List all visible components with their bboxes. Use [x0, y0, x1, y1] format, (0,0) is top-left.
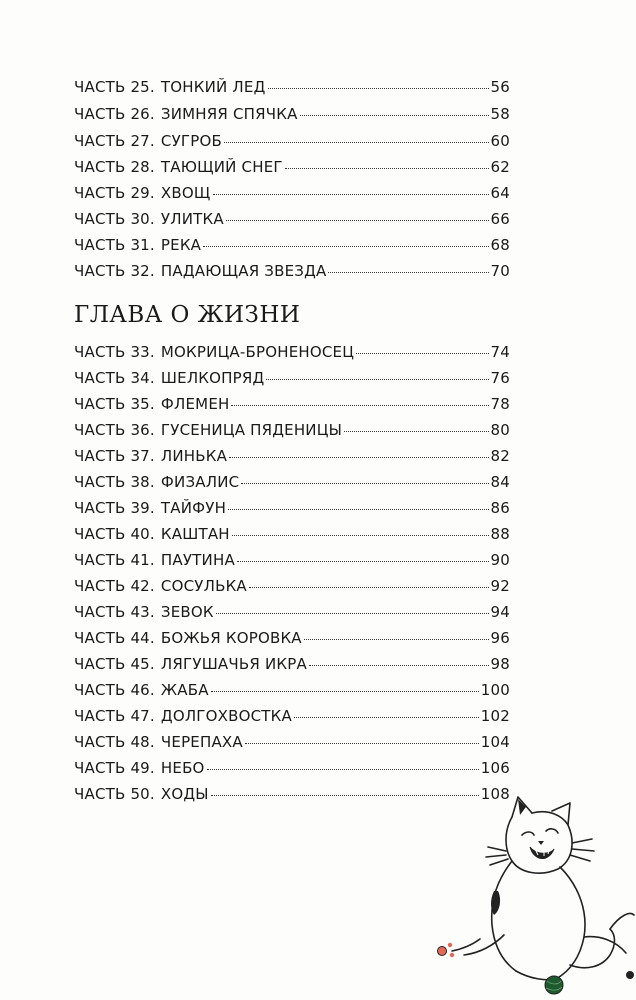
toc-entry[interactable] [74, 447, 510, 469]
dot-leader [300, 114, 489, 116]
entry-title: ДОЛГОХВОСТКА [160, 707, 292, 725]
dot-leader [328, 271, 488, 273]
dot-leader [228, 508, 488, 510]
entry-title: ШЕЛКОПРЯД [160, 369, 265, 387]
toc-entry[interactable] [74, 655, 510, 677]
yawning-cat-icon [420, 795, 636, 1000]
entry-title: ТАЮЩИЙ СНЕГ [160, 158, 283, 176]
entry-title: МОКРИЦА-БРОНЕНОСЕЦ [160, 343, 355, 361]
dot-leader [226, 219, 489, 221]
dot-leader [268, 87, 489, 89]
entry-number: ЧАСТЬ 41. [74, 551, 155, 569]
entry-page: 100 [480, 681, 510, 699]
entry-number: ЧАСТЬ 48. [74, 733, 155, 751]
entry-title: ХВОЩ [160, 184, 211, 202]
dot-leader [249, 586, 489, 588]
entry-number: ЧАСТЬ 25. [74, 78, 155, 96]
dot-leader [231, 404, 488, 406]
entry-number: ЧАСТЬ 38. [74, 473, 155, 491]
entry-title: ЛИНЬКА [160, 447, 228, 465]
dot-leader [213, 193, 489, 195]
toc-entry[interactable] [74, 421, 510, 443]
entry-title: ПАУТИНА [160, 551, 235, 569]
entry-number: ЧАСТЬ 47. [74, 707, 155, 725]
entry-title: УЛИТКА [160, 210, 224, 228]
dot-leader [241, 482, 488, 484]
entry-title: СОСУЛЬКА [160, 577, 247, 595]
entry-page: 64 [490, 184, 510, 202]
entry-number: ЧАСТЬ 29. [74, 184, 155, 202]
entry-title: РЕКА [160, 236, 202, 254]
toc-entry[interactable] [74, 681, 510, 703]
entry-title: ТАЙФУН [160, 499, 227, 517]
entry-page: 86 [490, 499, 510, 517]
entry-page: 98 [490, 655, 510, 673]
dot-leader [229, 456, 488, 458]
entry-page: 80 [490, 421, 510, 439]
entry-page: 84 [490, 473, 510, 491]
entry-page: 78 [490, 395, 510, 413]
entry-number: ЧАСТЬ 49. [74, 759, 155, 777]
entry-page: 66 [490, 210, 510, 228]
dot-leader [216, 612, 489, 614]
toc-entry[interactable] [74, 629, 510, 651]
entry-page: 88 [490, 525, 510, 543]
dot-leader [232, 534, 489, 536]
toc-entry[interactable] [74, 210, 510, 232]
entry-page: 102 [480, 707, 510, 725]
toc-entry[interactable] [74, 499, 510, 521]
entry-page: 60 [490, 132, 510, 150]
entry-number: ЧАСТЬ 27. [74, 132, 155, 150]
dot-leader [224, 141, 488, 143]
toc-entry[interactable] [74, 603, 510, 625]
toc-entry[interactable] [74, 759, 510, 781]
chapter-heading: ГЛАВА О ЖИЗНИ [74, 302, 301, 328]
entry-title: ЧЕРЕПАХА [160, 733, 243, 751]
toc-entry[interactable] [74, 343, 510, 365]
entry-page: 94 [490, 603, 510, 621]
dot-leader [207, 768, 479, 770]
entry-title: ФЛЕМЕН [160, 395, 230, 413]
entry-number: ЧАСТЬ 31. [74, 236, 155, 254]
toc-entry[interactable] [74, 577, 510, 599]
entry-number: ЧАСТЬ 30. [74, 210, 155, 228]
dot-leader [237, 560, 489, 562]
dot-leader [203, 245, 488, 247]
entry-number: ЧАСТЬ 32. [74, 262, 155, 280]
entry-title: БОЖЬЯ КОРОВКА [160, 629, 302, 647]
entry-title: ЛЯГУШАЧЬЯ ИКРА [160, 655, 307, 673]
entry-title: СУГРОБ [160, 132, 223, 150]
entry-number: ЧАСТЬ 43. [74, 603, 155, 621]
entry-number: ЧАСТЬ 33. [74, 343, 155, 361]
dot-leader [356, 352, 488, 354]
entry-page: 90 [490, 551, 510, 569]
entry-number: ЧАСТЬ 45. [74, 655, 155, 673]
entry-number: ЧАСТЬ 35. [74, 395, 155, 413]
toc-entry[interactable] [74, 525, 510, 547]
entry-page: 106 [480, 759, 510, 777]
toc-entry[interactable] [74, 473, 510, 495]
entry-page: 108 [480, 785, 510, 803]
entry-title: ЗИМНЯЯ СПЯЧКА [160, 105, 298, 123]
entry-number: ЧАСТЬ 42. [74, 577, 155, 595]
entry-number: ЧАСТЬ 50. [74, 785, 155, 803]
entry-number: ЧАСТЬ 46. [74, 681, 155, 699]
dot-leader [304, 638, 489, 640]
entry-number: ЧАСТЬ 39. [74, 499, 155, 517]
dot-leader [285, 167, 489, 169]
entry-page: 56 [490, 78, 510, 96]
toc-entry[interactable] [74, 733, 510, 755]
entry-number: ЧАСТЬ 34. [74, 369, 155, 387]
toc-entry[interactable] [74, 105, 510, 127]
entry-page: 68 [490, 236, 510, 254]
toc-entry[interactable] [74, 78, 510, 100]
toc-entry[interactable] [74, 236, 510, 258]
entry-title: ЖАБА [160, 681, 209, 699]
entry-number: ЧАСТЬ 36. [74, 421, 155, 439]
entry-page: 96 [490, 629, 510, 647]
toc-entry[interactable] [74, 395, 510, 417]
toc-entry[interactable] [74, 132, 510, 154]
dot-leader [211, 690, 479, 692]
entry-page: 76 [490, 369, 510, 387]
dot-leader [245, 742, 479, 744]
entry-title: ЗЕВОК [160, 603, 214, 621]
toc-entry[interactable] [74, 158, 510, 180]
entry-page: 104 [480, 733, 510, 751]
entry-title: ПАДАЮЩАЯ ЗВЕЗДА [160, 262, 327, 280]
entry-page: 70 [490, 262, 510, 280]
toc-entry[interactable] [74, 262, 510, 284]
entry-title: НЕБО [160, 759, 205, 777]
entry-number: ЧАСТЬ 37. [74, 447, 155, 465]
toc-entry[interactable] [74, 551, 510, 573]
entry-number: ЧАСТЬ 28. [74, 158, 155, 176]
dot-leader [309, 664, 489, 666]
entry-title: ФИЗАЛИС [160, 473, 240, 491]
entry-title: ТОНКИЙ ЛЕД [160, 78, 266, 96]
entry-title: КАШТАН [160, 525, 230, 543]
entry-page: 58 [490, 105, 510, 123]
entry-number: ЧАСТЬ 44. [74, 629, 155, 647]
entry-page: 62 [490, 158, 510, 176]
toc-entry[interactable] [74, 707, 510, 729]
dot-leader [344, 430, 489, 432]
entry-page: 82 [490, 447, 510, 465]
entry-page: 74 [490, 343, 510, 361]
toc-entry[interactable] [74, 369, 510, 391]
dot-leader [294, 716, 479, 718]
entry-title: ХОДЫ [160, 785, 209, 803]
dot-leader [266, 378, 488, 380]
toc-entry[interactable] [74, 184, 510, 206]
entry-number: ЧАСТЬ 26. [74, 105, 155, 123]
entry-title: ГУСЕНИЦА ПЯДЕНИЦЫ [160, 421, 342, 439]
entry-number: ЧАСТЬ 40. [74, 525, 155, 543]
entry-page: 92 [490, 577, 510, 595]
